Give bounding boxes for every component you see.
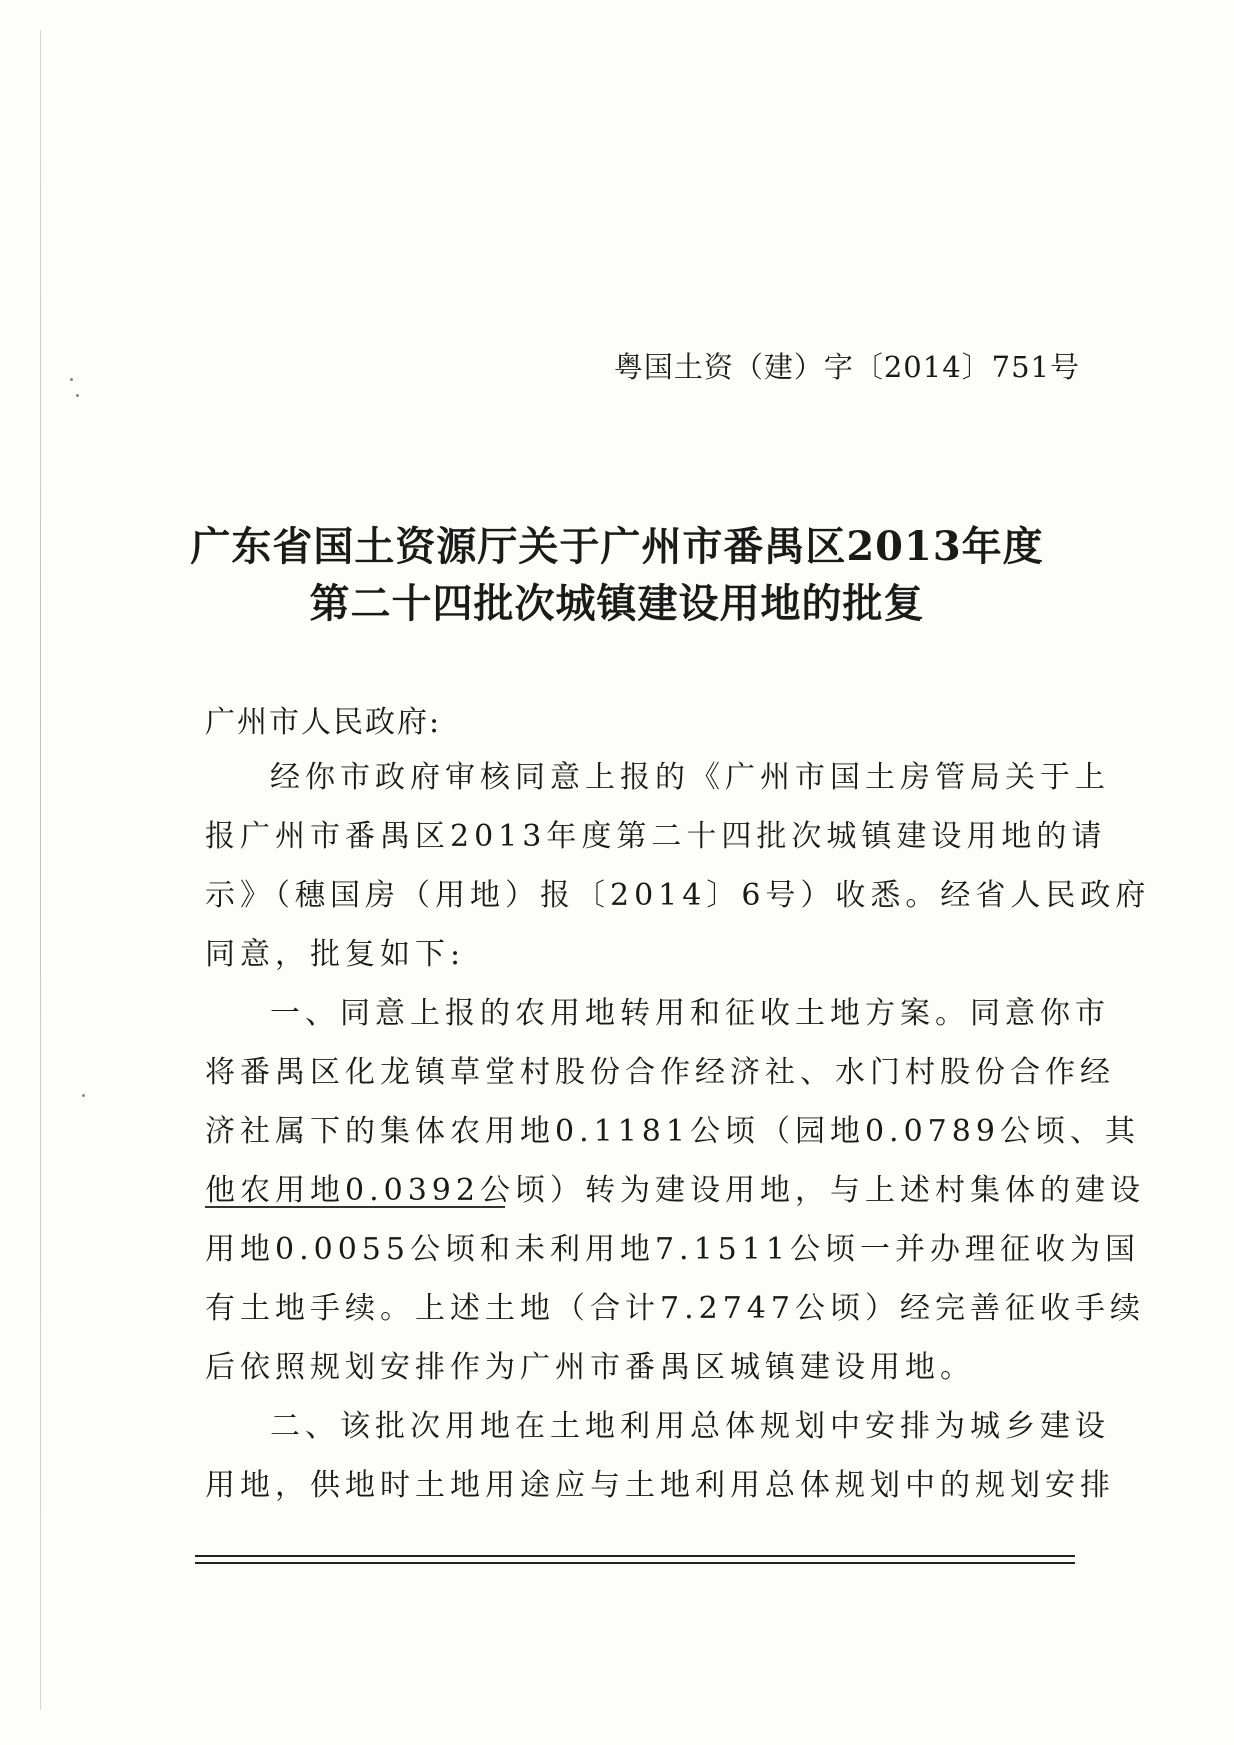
- document-title-line-2: 第二十四批次城镇建设用地的批复: [309, 580, 925, 627]
- body-line: 济社属下的集体农用地0.1181公顷（园地0.0789公顷、其: [205, 1114, 1140, 1149]
- body-line: 二、该批次用地在土地利用总体规划中安排为城乡建设: [270, 1409, 1110, 1444]
- body-line: 同意，批复如下:: [205, 937, 466, 972]
- body-line: 将番禺区化龙镇草堂村股份合作经济社、水门村股份合作经: [205, 1055, 1115, 1090]
- scan-margin-line: [40, 30, 41, 1710]
- body-line: 报广州市番禺区2013年度第二十四批次城镇建设用地的请: [205, 819, 1107, 854]
- document-title-line-1: 广东省国土资源厅关于广州市番禺区2013年度: [190, 523, 1044, 570]
- body-line: 经你市政府审核同意上报的《广州市国土房管局关于上: [270, 760, 1110, 795]
- body-line: 用地0.0055公顷和未利用地7.1511公顷一并办理征收为国: [205, 1232, 1140, 1267]
- body-line: 有土地手续。上述土地（合计7.2747公顷）经完善征收手续: [205, 1291, 1145, 1326]
- body-line: 一、同意上报的农用地转用和征收土地方案。同意你市: [270, 996, 1110, 1031]
- body-line: 后依照规划安排作为广州市番禺区城镇建设用地。: [205, 1350, 975, 1385]
- document-number: 粤国土资（建）字〔2014〕751号: [613, 350, 1080, 384]
- scan-speck: [70, 378, 73, 381]
- salutation: 广州市人民政府:: [205, 705, 442, 740]
- scan-speck: [82, 1094, 85, 1097]
- body-line: 他农用地0.0392公顷）转为建设用地，与上述村集体的建设: [205, 1173, 1145, 1208]
- handwritten-underline: [205, 1206, 505, 1208]
- footer-rule: [195, 1555, 1075, 1564]
- scan-speck: [76, 394, 79, 397]
- body-line: 用地，供地时土地用途应与土地利用总体规划中的规划安排: [205, 1468, 1115, 1503]
- body-line: 示》（穗国房（用地）报〔2014〕6号）收悉。经省人民政府: [205, 878, 1151, 913]
